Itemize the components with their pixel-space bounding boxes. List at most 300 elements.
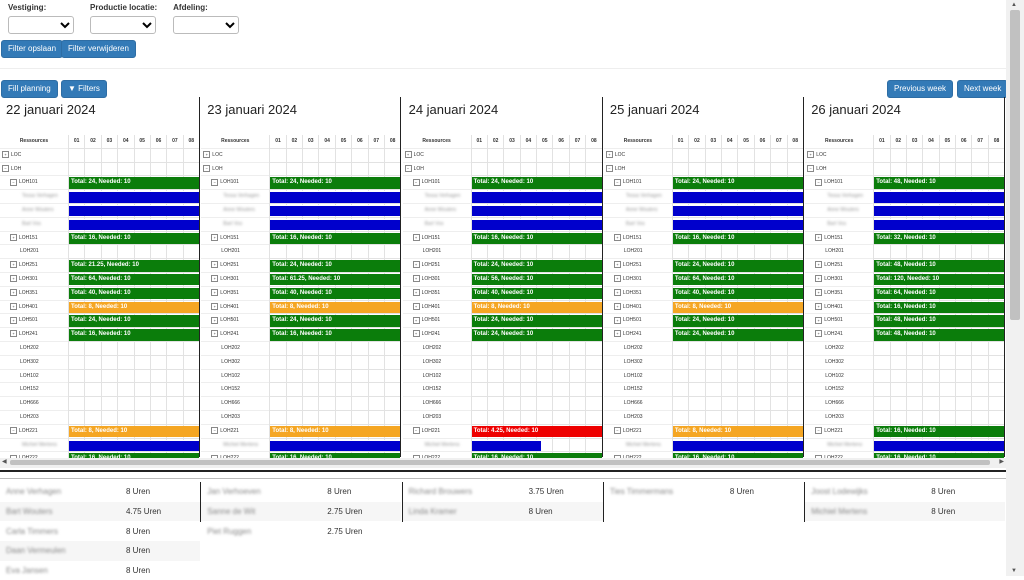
slot-cell[interactable] [269,411,285,425]
scroll-up-icon[interactable]: ▲ [1011,2,1017,8]
slot-cell[interactable] [688,163,704,177]
slot-cell[interactable] [134,245,150,259]
next-week-button[interactable]: Next week [957,80,1008,98]
assignment-bar[interactable] [69,440,199,452]
slot-cell[interactable] [368,370,384,384]
slot-cell[interactable] [134,397,150,411]
slot-cell[interactable] [318,163,334,177]
expand-icon[interactable]: + [614,289,621,296]
slot-cell[interactable] [286,397,302,411]
slot-cell[interactable] [117,370,133,384]
slot-cell[interactable] [552,397,568,411]
slot-cell[interactable] [286,356,302,370]
slot-cell[interactable] [890,397,906,411]
slot-cell[interactable] [134,342,150,356]
assignment-bar[interactable] [472,191,602,203]
slot-cell[interactable] [569,370,585,384]
slot-cell[interactable] [922,397,938,411]
expand-icon[interactable]: + [413,317,420,324]
vertical-scroll-thumb[interactable] [1010,10,1020,320]
capacity-bar[interactable]: Total: 24, Needed: 10 [472,315,602,327]
slot-cell[interactable] [487,370,503,384]
slot-cell[interactable] [368,342,384,356]
slot-cell[interactable] [183,397,199,411]
slot-cell[interactable] [117,411,133,425]
slot-cell[interactable] [117,149,133,163]
slot-cell[interactable] [101,342,117,356]
slot-cell[interactable] [183,356,199,370]
slot-cell[interactable] [705,383,721,397]
slot-cell[interactable] [101,383,117,397]
slot-cell[interactable] [688,149,704,163]
slot-cell[interactable] [101,411,117,425]
slot-cell[interactable] [688,342,704,356]
slot-cell[interactable] [906,370,922,384]
slot-cell[interactable] [166,163,182,177]
slot-cell[interactable] [906,397,922,411]
slot-cell[interactable] [672,397,688,411]
capacity-bar[interactable]: Total: 21.25, Needed: 10 [69,260,199,272]
expand-icon[interactable]: + [614,234,621,241]
slot-cell[interactable] [552,342,568,356]
collapse-icon[interactable]: − [815,427,822,434]
collapse-icon[interactable]: − [211,179,218,186]
slot-cell[interactable] [84,149,100,163]
slot-cell[interactable] [672,411,688,425]
slot-cell[interactable] [68,370,84,384]
capacity-bar[interactable]: Total: 8, Needed: 10 [270,426,400,438]
slot-cell[interactable] [873,356,889,370]
slot-cell[interactable] [269,356,285,370]
slot-cell[interactable] [770,149,786,163]
slot-cell[interactable] [335,149,351,163]
capacity-bar[interactable]: Total: 48, Needed: 10 [874,329,1004,341]
slot-cell[interactable] [351,397,367,411]
expand-icon[interactable]: + [815,330,822,337]
slot-cell[interactable] [101,356,117,370]
capacity-bar[interactable]: Total: 64, Needed: 10 [673,274,803,286]
slot-cell[interactable] [672,356,688,370]
capacity-bar[interactable]: Total: 48, Needed: 10 [874,260,1004,272]
slot-cell[interactable] [166,342,182,356]
slot-cell[interactable] [318,383,334,397]
slot-cell[interactable] [536,342,552,356]
slot-cell[interactable] [737,342,753,356]
expand-icon[interactable]: + [614,317,621,324]
slot-cell[interactable] [335,245,351,259]
slot-cell[interactable] [873,163,889,177]
assignment-bar[interactable] [673,219,803,231]
slot-cell[interactable] [134,411,150,425]
slot-cell[interactable] [737,397,753,411]
slot-cell[interactable] [471,397,487,411]
slot-cell[interactable] [335,163,351,177]
slot-cell[interactable] [873,342,889,356]
slot-cell[interactable] [873,245,889,259]
expand-icon[interactable]: + [211,330,218,337]
slot-cell[interactable] [68,163,84,177]
slot-cell[interactable] [536,245,552,259]
capacity-bar[interactable]: Total: 24, Needed: 10 [270,177,400,189]
expand-icon[interactable]: + [203,151,210,158]
slot-cell[interactable] [754,342,770,356]
capacity-bar[interactable]: Total: 24, Needed: 10 [472,329,602,341]
expand-icon[interactable]: + [10,275,17,282]
slot-cell[interactable] [988,149,1004,163]
capacity-bar[interactable]: Total: 8, Needed: 10 [270,302,400,314]
slot-cell[interactable] [101,397,117,411]
slot-cell[interactable] [166,245,182,259]
expand-icon[interactable]: + [606,151,613,158]
slot-cell[interactable] [471,245,487,259]
slot-cell[interactable] [84,163,100,177]
slot-cell[interactable] [873,383,889,397]
slot-cell[interactable] [988,397,1004,411]
expand-icon[interactable]: + [211,261,218,268]
slot-cell[interactable] [536,370,552,384]
slot-cell[interactable] [286,245,302,259]
slot-cell[interactable] [183,149,199,163]
slot-cell[interactable] [318,245,334,259]
slot-cell[interactable] [770,397,786,411]
slot-cell[interactable] [384,356,400,370]
slot-cell[interactable] [302,397,318,411]
slot-cell[interactable] [368,356,384,370]
slot-cell[interactable] [351,342,367,356]
slot-cell[interactable] [503,342,519,356]
slot-cell[interactable] [873,370,889,384]
capacity-bar[interactable]: Total: 56, Needed: 10 [472,274,602,286]
slot-cell[interactable] [721,356,737,370]
slot-cell[interactable] [302,370,318,384]
slot-cell[interactable] [471,163,487,177]
slot-cell[interactable] [672,245,688,259]
slot-cell[interactable] [520,163,536,177]
slot-cell[interactable] [536,397,552,411]
expand-icon[interactable]: + [10,317,17,324]
slot-cell[interactable] [787,397,803,411]
assignment-bar[interactable] [472,219,602,231]
slot-cell[interactable] [335,397,351,411]
assignment-bar[interactable] [270,219,400,231]
slot-cell[interactable] [384,245,400,259]
slot-cell[interactable] [988,370,1004,384]
slot-cell[interactable] [939,383,955,397]
slot-cell[interactable] [569,245,585,259]
slot-cell[interactable] [351,370,367,384]
expand-icon[interactable]: + [211,275,218,282]
slot-cell[interactable] [384,397,400,411]
capacity-bar[interactable]: Total: 61.25, Needed: 10 [270,274,400,286]
slot-cell[interactable] [134,356,150,370]
slot-cell[interactable] [922,370,938,384]
slot-cell[interactable] [286,163,302,177]
slot-cell[interactable] [955,397,971,411]
slot-cell[interactable] [971,356,987,370]
slot-cell[interactable] [754,149,770,163]
slot-cell[interactable] [705,245,721,259]
collapse-icon[interactable]: − [10,427,17,434]
slot-cell[interactable] [520,342,536,356]
slot-cell[interactable] [721,411,737,425]
capacity-bar[interactable]: Total: 24, Needed: 10 [69,177,199,189]
slot-cell[interactable] [302,411,318,425]
slot-cell[interactable] [585,397,601,411]
slot-cell[interactable] [286,149,302,163]
expand-icon[interactable]: + [413,330,420,337]
slot-cell[interactable] [318,370,334,384]
slot-cell[interactable] [939,370,955,384]
assignment-bar[interactable] [69,191,199,203]
slot-cell[interactable] [754,397,770,411]
slot-cell[interactable] [318,342,334,356]
expand-icon[interactable]: + [413,261,420,268]
slot-cell[interactable] [906,342,922,356]
capacity-bar[interactable]: Total: 32, Needed: 10 [874,233,1004,245]
slot-cell[interactable] [150,356,166,370]
assignment-bar[interactable] [874,205,1004,217]
slot-cell[interactable] [988,411,1004,425]
remove-filter-button[interactable]: Filter verwijderen [61,40,136,58]
slot-cell[interactable] [955,370,971,384]
slot-cell[interactable] [955,356,971,370]
filters-button[interactable] [61,80,107,98]
expand-icon[interactable]: + [211,289,218,296]
expand-icon[interactable]: + [815,303,822,310]
slot-cell[interactable] [737,245,753,259]
slot-cell[interactable] [536,411,552,425]
slot-cell[interactable] [585,370,601,384]
slot-cell[interactable] [971,397,987,411]
slot-cell[interactable] [487,411,503,425]
slot-cell[interactable] [770,342,786,356]
slot-cell[interactable] [117,245,133,259]
slot-cell[interactable] [269,370,285,384]
slot-cell[interactable] [302,245,318,259]
slot-cell[interactable] [183,342,199,356]
slot-cell[interactable] [988,245,1004,259]
slot-cell[interactable] [471,356,487,370]
slot-cell[interactable] [368,383,384,397]
collapse-icon[interactable]: − [807,165,814,172]
slot-cell[interactable] [520,411,536,425]
expand-icon[interactable]: + [2,151,9,158]
slot-cell[interactable] [721,149,737,163]
slot-cell[interactable] [150,383,166,397]
slot-cell[interactable] [754,383,770,397]
slot-cell[interactable] [939,149,955,163]
collapse-icon[interactable]: − [815,179,822,186]
slot-cell[interactable] [705,397,721,411]
slot-cell[interactable] [318,397,334,411]
expand-icon[interactable]: + [815,289,822,296]
slot-cell[interactable] [890,149,906,163]
slot-cell[interactable] [672,370,688,384]
slot-cell[interactable] [302,383,318,397]
slot-cell[interactable] [487,245,503,259]
slot-cell[interactable] [68,411,84,425]
expand-icon[interactable]: + [614,330,621,337]
slot-cell[interactable] [672,149,688,163]
slot-cell[interactable] [384,370,400,384]
slot-cell[interactable] [487,383,503,397]
capacity-bar[interactable]: Total: 24, Needed: 10 [472,177,602,189]
slot-cell[interactable] [117,342,133,356]
expand-icon[interactable]: + [614,275,621,282]
slot-cell[interactable] [988,342,1004,356]
assignment-bar[interactable] [69,219,199,231]
slot-cell[interactable] [770,163,786,177]
slot-cell[interactable] [351,383,367,397]
capacity-bar[interactable]: Total: 8, Needed: 10 [673,302,803,314]
capacity-bar[interactable]: Total: 16, Needed: 10 [874,302,1004,314]
slot-cell[interactable] [335,356,351,370]
slot-cell[interactable] [101,163,117,177]
capacity-bar[interactable]: Total: 40, Needed: 10 [69,288,199,300]
slot-cell[interactable] [269,163,285,177]
slot-cell[interactable] [569,439,585,453]
expand-icon[interactable]: + [211,234,218,241]
assignment-bar[interactable] [270,191,400,203]
slot-cell[interactable] [688,397,704,411]
slot-cell[interactable] [569,342,585,356]
slot-cell[interactable] [166,383,182,397]
slot-cell[interactable] [101,370,117,384]
slot-cell[interactable] [166,149,182,163]
slot-cell[interactable] [487,342,503,356]
slot-cell[interactable] [302,342,318,356]
slot-cell[interactable] [754,370,770,384]
slot-cell[interactable] [873,397,889,411]
collapse-icon[interactable]: − [405,165,412,172]
slot-cell[interactable] [787,163,803,177]
slot-cell[interactable] [368,149,384,163]
slot-cell[interactable] [503,149,519,163]
slot-cell[interactable] [520,149,536,163]
capacity-bar[interactable]: Total: 40, Needed: 10 [673,288,803,300]
assignment-bar[interactable] [270,205,400,217]
expand-icon[interactable]: + [815,317,822,324]
capacity-bar[interactable]: Total: 16, Needed: 10 [270,233,400,245]
slot-cell[interactable] [166,370,182,384]
slot-cell[interactable] [939,397,955,411]
slot-cell[interactable] [536,383,552,397]
slot-cell[interactable] [922,411,938,425]
slot-cell[interactable] [269,342,285,356]
slot-cell[interactable] [754,245,770,259]
slot-cell[interactable] [471,383,487,397]
slot-cell[interactable] [754,163,770,177]
capacity-bar[interactable]: Total: 24, Needed: 10 [270,260,400,272]
slot-cell[interactable] [269,245,285,259]
expand-icon[interactable]: + [614,303,621,310]
slot-cell[interactable] [487,149,503,163]
slot-cell[interactable] [471,411,487,425]
capacity-bar[interactable]: Total: 64, Needed: 10 [874,288,1004,300]
capacity-bar[interactable]: Total: 16, Needed: 10 [69,233,199,245]
slot-cell[interactable] [705,370,721,384]
assignment-bar[interactable] [673,205,803,217]
slot-cell[interactable] [101,245,117,259]
slot-cell[interactable] [183,411,199,425]
slot-cell[interactable] [787,342,803,356]
capacity-bar[interactable]: Total: 16, Needed: 10 [673,233,803,245]
slot-cell[interactable] [988,356,1004,370]
slot-cell[interactable] [787,411,803,425]
assignment-bar[interactable] [472,440,541,452]
capacity-bar[interactable]: Total: 16, Needed: 10 [69,329,199,341]
previous-week-button[interactable]: Previous week [887,80,953,98]
expand-icon[interactable]: + [815,261,822,268]
slot-cell[interactable] [770,370,786,384]
slot-cell[interactable] [503,397,519,411]
slot-cell[interactable] [737,149,753,163]
expand-icon[interactable]: + [10,303,17,310]
slot-cell[interactable] [269,383,285,397]
slot-cell[interactable] [166,397,182,411]
slot-cell[interactable] [117,163,133,177]
slot-cell[interactable] [688,356,704,370]
slot-cell[interactable] [471,370,487,384]
slot-cell[interactable] [770,383,786,397]
capacity-bar[interactable]: Total: 4.25, Needed: 10 [472,426,602,438]
collapse-icon[interactable]: − [413,427,420,434]
slot-cell[interactable] [737,411,753,425]
slot-cell[interactable] [569,356,585,370]
assignment-bar[interactable] [874,219,1004,231]
slot-cell[interactable] [68,342,84,356]
expand-icon[interactable]: + [815,234,822,241]
slot-cell[interactable] [536,163,552,177]
slot-cell[interactable] [302,356,318,370]
slot-cell[interactable] [536,356,552,370]
slot-cell[interactable] [939,342,955,356]
assignment-bar[interactable] [874,191,1004,203]
slot-cell[interactable] [922,149,938,163]
expand-icon[interactable]: + [413,303,420,310]
slot-cell[interactable] [939,356,955,370]
slot-cell[interactable] [117,356,133,370]
expand-icon[interactable]: + [211,317,218,324]
slot-cell[interactable] [368,245,384,259]
capacity-bar[interactable]: Total: 8, Needed: 10 [472,302,602,314]
capacity-bar[interactable]: Total: 16, Needed: 10 [472,233,602,245]
slot-cell[interactable] [721,383,737,397]
slot-cell[interactable] [183,370,199,384]
capacity-bar[interactable]: Total: 8, Needed: 10 [69,426,199,438]
vertical-scrollbar[interactable] [1006,0,1024,576]
slot-cell[interactable] [351,163,367,177]
slot-cell[interactable] [503,163,519,177]
capacity-bar[interactable]: Total: 48, Needed: 10 [874,315,1004,327]
slot-cell[interactable] [150,370,166,384]
slot-cell[interactable] [585,163,601,177]
slot-cell[interactable] [183,245,199,259]
slot-cell[interactable] [890,245,906,259]
slot-cell[interactable] [552,383,568,397]
slot-cell[interactable] [487,163,503,177]
slot-cell[interactable] [721,370,737,384]
save-filter-button[interactable]: Filter opslaan [1,40,63,58]
slot-cell[interactable] [906,163,922,177]
slot-cell[interactable] [503,411,519,425]
productie-locatie-select[interactable] [90,16,156,34]
expand-icon[interactable]: + [815,275,822,282]
collapse-icon[interactable]: − [413,179,420,186]
assignment-bar[interactable] [270,440,400,452]
slot-cell[interactable] [269,149,285,163]
slot-cell[interactable] [737,356,753,370]
